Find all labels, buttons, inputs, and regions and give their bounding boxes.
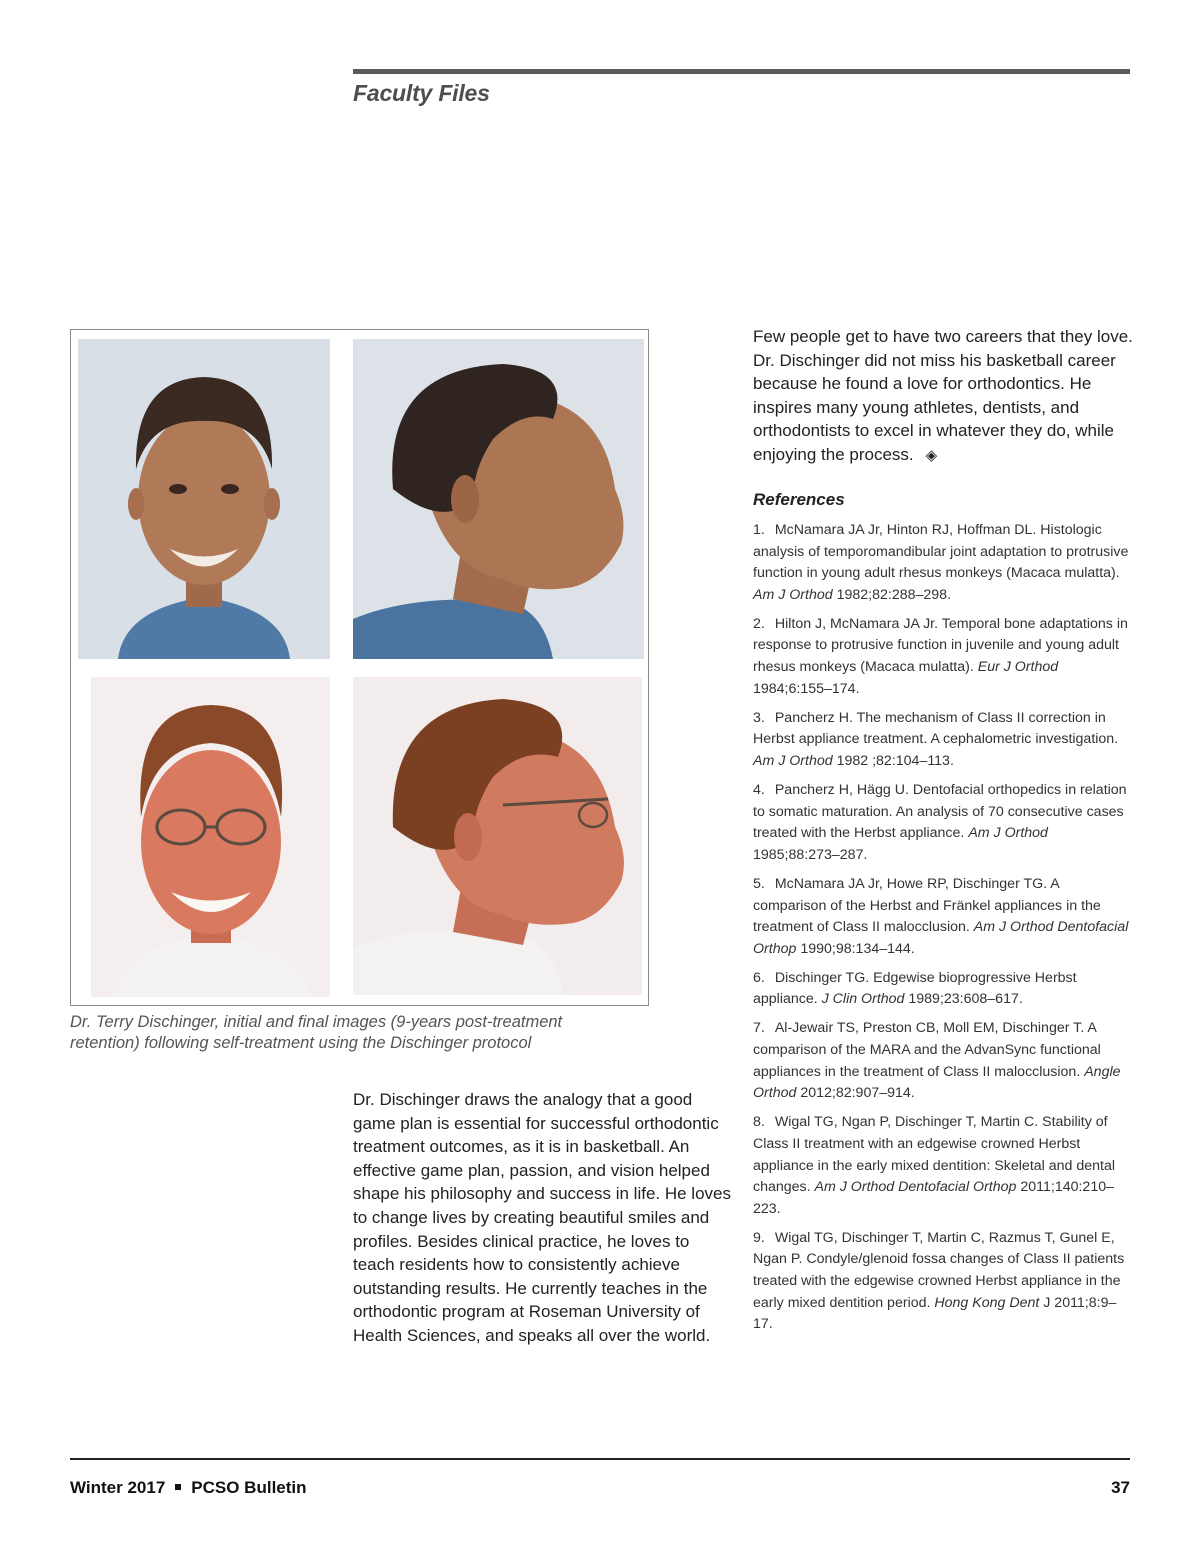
initial-profile-photo <box>353 339 644 659</box>
final-frontal-photo <box>91 677 330 997</box>
reference-item: 4. Pancherz H, Hägg U. Dentofacial orthopedics in relation to somatic maturation. An analysis of 70 consecutive cases treated with the Herbst appliance. Am J Orthod 1985;88:273–287. <box>753 782 1127 863</box>
references-list <box>753 520 1131 1343</box>
reference-item: 3. Pancherz H. The mechanism of Class II correction in Herbst appliance treatment. A cephalometric investigation. Am J Orthod 1982 ;82:104–113. <box>753 709 1119 769</box>
final-profile-photo <box>353 677 642 995</box>
intro-text: Few people get to have two careers that they love. Dr. Dischinger did not miss his basketball career because he found a love for orthodontics. He inspires many young athletes, dentists, and orthodontists to excel in whatever they do, while enjoying the process. <box>753 327 1133 464</box>
footer-separator <box>175 1484 181 1490</box>
figure-caption <box>70 1012 660 1054</box>
photo-figure <box>70 329 649 1006</box>
references-heading: References <box>753 490 845 509</box>
footer-rule <box>70 1458 1130 1460</box>
footer-publication: PCSO Bulletin <box>191 1478 307 1497</box>
header-rule <box>353 69 1130 74</box>
page-number: 37 <box>1111 1478 1130 1497</box>
footer-issue <box>70 1478 307 1498</box>
reference-item: 7. Al-Jewair TS, Preston CB, Moll EM, Dischinger T. A comparison of the MARA and the AdvanSync functional appliances in the treatment of Class II malocclusion. Angle Orthod 2012;82:907–914. <box>753 1020 1121 1102</box>
initial-frontal-photo <box>78 339 330 659</box>
intro-paragraph <box>753 325 1133 468</box>
end-mark-icon: ◈ <box>925 446 938 464</box>
reference-item: 9. Wigal TG, Dischinger T, Martin C, Razmus T, Gunel E, Ngan P. Condyle/glenoid fossa changes of Class II patients treated with the edgewise crowned Herbst appliance in the early mixed dentition period. Hong Kong Dent J 2011;8:9–17. <box>753 1229 1125 1333</box>
reference-item: 2. Hilton J, McNamara JA Jr. Temporal bone adaptations in response to protrusive function in juvenile and young adult rhesus monkeys (Macaca mulatta). Eur J Orthod 1984;6:155–174. <box>753 615 1128 697</box>
caption-line-1: Dr. Terry Dischinger, initial and final images (9-years post-treatment <box>70 1013 563 1031</box>
reference-item: 8. Wigal TG, Ngan P, Dischinger T, Martin C. Stability of Class II treatment with an edgewise crowned Herbst appliance in the early mixed dentition: Skeletal and dental changes. Am J Orthod Dentofacial Orthop 2011;140:210–223. <box>753 1114 1116 1217</box>
section-title: Faculty Files <box>353 80 490 106</box>
caption-line-2: retention) following self-treatment using the Dischinger protocol <box>70 1034 532 1052</box>
footer-issue-date: Winter 2017 <box>70 1478 166 1497</box>
body-paragraph: Dr. Dischinger draws the analogy that a good game plan is essential for successful orthodontic treatment outcomes, as it is in basketball. An effective game plan, passion, and vision helped shape his philosophy and success in life. He loves to change lives by creating beautiful smiles and profiles. Besides clinical practice, he loves to teach residents how to consistently achieve outstanding results. He currently teaches in the orthodontic program at Roseman University of Health Sciences, and speaks all over the world. <box>353 1090 731 1345</box>
reference-item: 5. McNamara JA Jr, Howe RP, Dischinger TG. A comparison of the Herbst and Fränkel appliances in the treatment of Class II malocclusion. Am J Orthod Dentofacial Orthop 1990;98:134–144. <box>753 875 1129 957</box>
reference-item: 1. McNamara JA Jr, Hinton RJ, Hoffman DL. Histologic analysis of temporomandibular joint adaptation to protrusive function in young adult rhesus monkeys (Macaca mulatta). Am J Orthod 1982;82:288–298. <box>753 522 1129 603</box>
reference-item: 6. Dischinger TG. Edgewise bioprogressive Herbst appliance. J Clin Orthod 1989;23:608–617. <box>753 969 1077 1008</box>
